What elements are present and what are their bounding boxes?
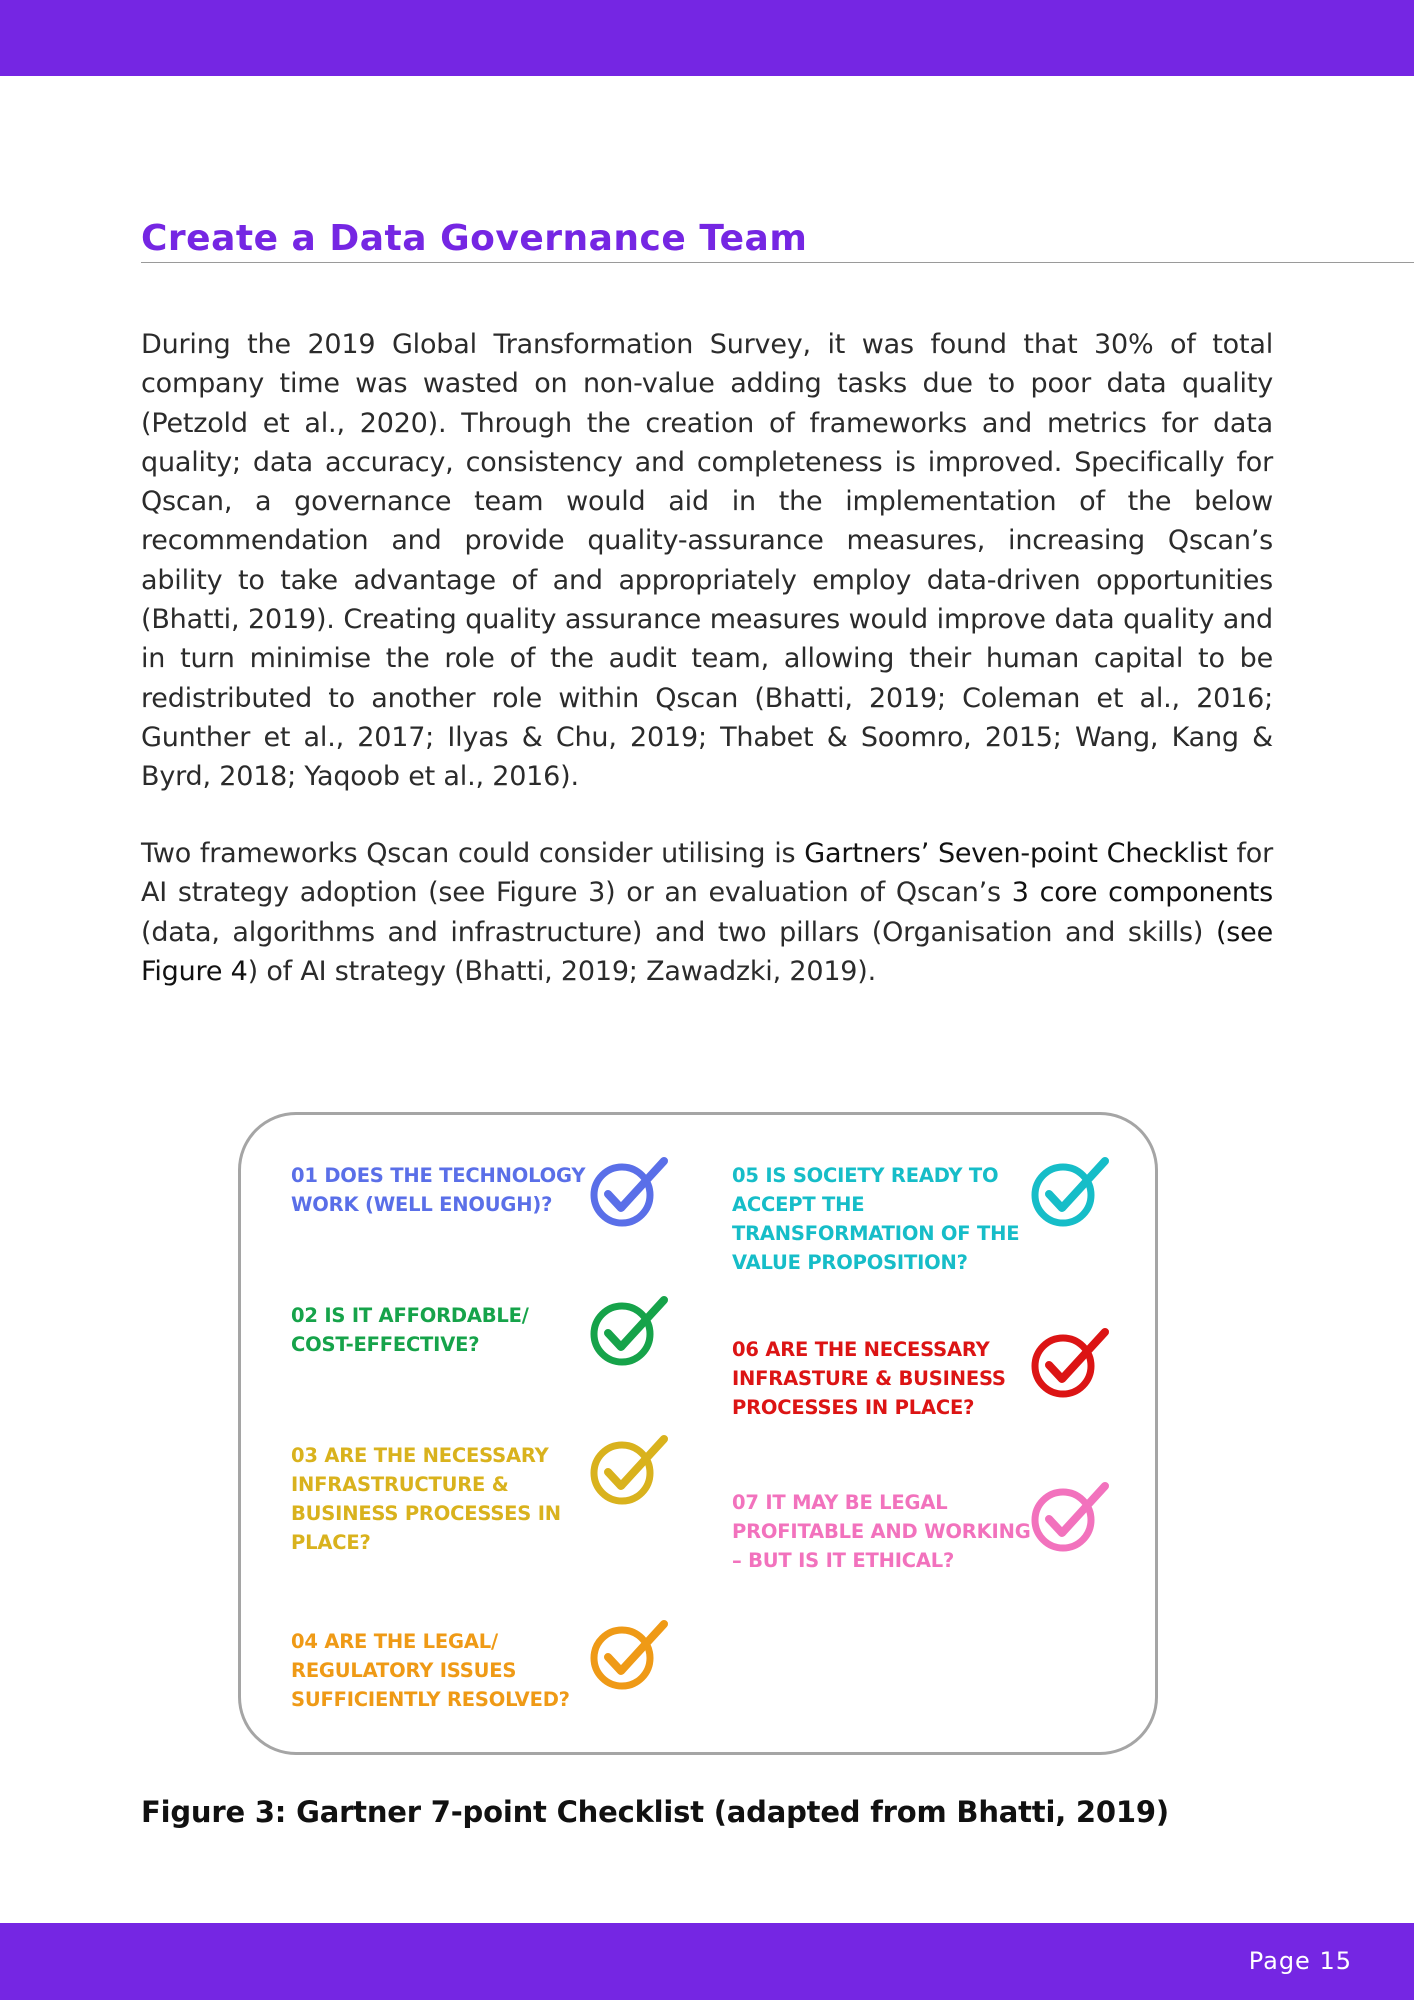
check-circle-icon [586,1153,670,1237]
section-title: Create a Data Governance Team [141,218,808,259]
checklist-item-07: 07 IT MAY BE LEGAL PROFITABLE AND WORKING – BUT IS IT ETHICAL? [732,1491,1031,1572]
check-circle-ring [594,1445,650,1501]
check-circle-icon [586,1431,670,1515]
check-circle-icon [586,1292,670,1376]
gartner-checklist-emphasis: Gartners’ Seven-point Checklist [804,838,1228,869]
check-circle-ring [594,1306,650,1362]
checklist-item-02: 02 IS IT AFFORDABLE/ COST-EFFECTIVE? [291,1304,529,1356]
check-circle-ring [594,1630,650,1686]
body-paragraph-1: During the 2019 Global Transformation Survey, it was found that 30% of total company time was wasted on non-value adding tasks due to poor data quality (Petzold et al., 2020). Through the creation of frameworks and metrics for data quality; data accuracy, consistency and completeness is improved. Specifically for Qscan, a governance team would aid in the implementation of the below recommendation and provide quality-assurance measures, increasing Qscan’s ability to take advantage of and appropriately employ data-driven opportunities (Bhatti, 2019). Creating quality assurance measures would improve data quality and in turn minimise the role of the audit team, allowing their human capital to be redistributed to another role within Qscan (Bhatti, 2019; Coleman et al., 2016; Gunther et al., 2017; Ilyas & Chu, 2019; Thabet & Soomro, 2015; Wang, Kang & Byrd, 2018; Yaqoob et al., 2016). [141,329,1273,793]
checklist-item-05: 05 IS SOCIETY READY TO ACCEPT THE TRANSFORMATION OF THE VALUE PROPOSITION? [732,1164,1020,1274]
footer-banner [0,1923,1414,2000]
figure-caption: Figure 3: Gartner 7-point Checklist (adapted from Bhatti, 2019) [141,1795,1169,1829]
paragraph-2-text-4: ) of AI strategy (Bhatti, 2019; Zawadzki, 2019). [247,955,877,987]
check-circle-ring [1035,1167,1091,1223]
paragraph-2-text-3: (data, algorithms and infrastructure) and two pillars (Organisation and skills) [141,916,1216,948]
checklist-item-06: 06 ARE THE NECESSARY INFRASTURE & BUSINESS PROCESSES IN PLACE? [732,1338,1006,1419]
check-circle-ring [1035,1492,1091,1548]
check-circle-icon [1027,1324,1111,1408]
checklist-item-04: 04 ARE THE LEGAL/ REGULATORY ISSUES SUFFICIENTLY RESOLVED? [291,1630,570,1711]
check-circle-ring [1035,1338,1091,1394]
core-components-emphasis: 3 core components [1011,877,1273,909]
checklist-item-03: 03 ARE THE NECESSARY INFRASTRUCTURE & BUSINESS PROCESSES IN PLACE? [291,1444,561,1554]
title-divider [141,262,1414,263]
top-banner [0,0,1414,76]
check-circle-icon [1027,1478,1111,1562]
checklist-figure [238,1112,1158,1755]
paragraph-2-text-2: for AI strategy adoption (see Figure 3) or an evaluation of Qscan’s [141,838,1273,909]
check-circle-icon [1027,1153,1111,1237]
checklist-item-01: 01 DOES THE TECHNOLOGY WORK (WELL ENOUGH)? [291,1164,586,1216]
paragraph-2-text-1: Two frameworks Qscan could consider utilising is [141,838,805,869]
check-circle-ring [594,1167,650,1223]
page-number: Page 15 [1248,1947,1352,1975]
check-circle-icon [586,1616,670,1700]
body-paragraph-2 [141,834,1273,991]
figure-4-reference: (see Figure 4 [141,916,1273,987]
